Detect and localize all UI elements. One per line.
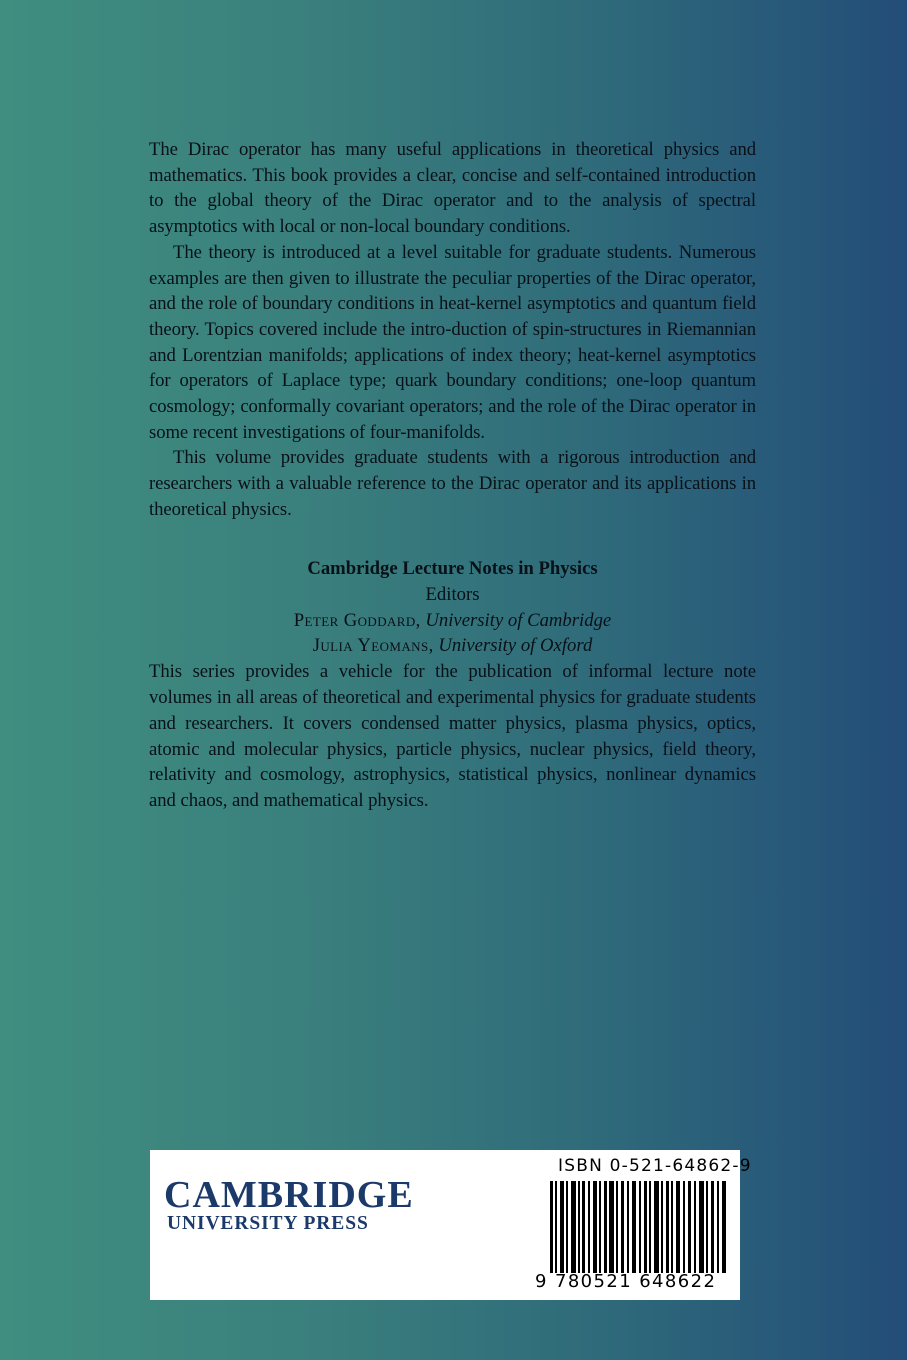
series-title: Cambridge Lecture Notes in Physics [307,558,598,579]
isbn-text: ISBN 0-521-64862-9 [558,1156,752,1176]
book-description [149,137,756,523]
publisher-barcode-panel [150,1150,752,1300]
editor-name: Julia Yeomans, [312,635,434,657]
description-paragraph-3: This volume provides graduate students with a rigorous introduction and researchers with a valuable reference to the Dirac operator and its applications in theoretical physics. [149,447,756,520]
isbn-barcode [550,1181,726,1273]
series-information [149,556,756,814]
barcode-number: 9 780521 648622 [535,1271,717,1292]
publisher-logo-main: CAMBRIDGE [164,1174,414,1216]
series-description: This series provides a vehicle for the publication of informal lecture note volumes in all areas of theoretical and experimental physics for graduate students and researchers. It covers condensed matter physics, plasma physics, optics, atomic and molecular physics, particle physics, nuclear physics, field theory, relativity and cosmology, astrophysics, statistical physics, nonlinear dynamics and chaos, and mathematical physics. [149,661,756,812]
editor-line [149,608,756,634]
editor-affiliation: University of Oxford [438,635,593,657]
description-paragraph-2: The theory is introduced at a level suitable for graduate students. Numerous examples are then given to illustrate the peculiar properties of the Dirac operator, and the role of boundary conditions in heat-kernel asymptotics and quantum field theory. Topics covered include the intro-duction of spin-structures in Riemannian and Lorentzian manifolds; applications of index theory; heat-kernel asymptotics for operators of Laplace type; quark boundary conditions; one-loop quantum cosmology; conformally covariant operators; and the role of the Dirac operator in some recent investigations of four-manifolds. [149,241,756,443]
editor-name: Peter Goddard, [293,609,421,631]
series-editors-label: Editors [425,583,480,605]
description-paragraph-1: The Dirac operator has many useful applications in theoretical physics and mathematics. This book provides a clear, concise and self-contained introduction to the global theory of the Dirac operator and to the analysis of spectral asymptotics with local or non-local boundary conditions. [149,139,756,238]
publisher-logo-sub: UNIVERSITY PRESS [167,1213,369,1234]
editor-line [149,633,756,659]
editor-affiliation: University of Cambridge [425,609,612,631]
